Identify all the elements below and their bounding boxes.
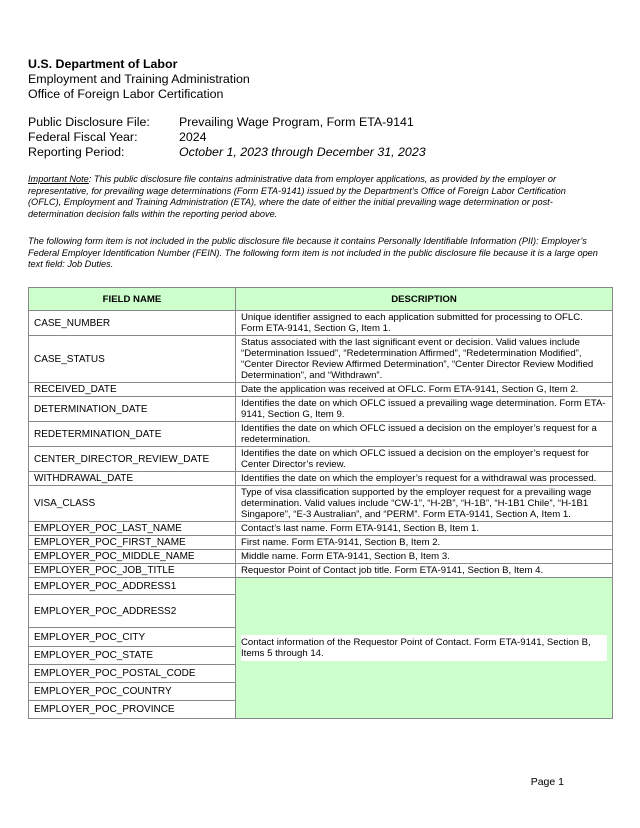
description-cell: Identifies the date on which the employer’s request for a withdrawal was processed. xyxy=(236,472,613,486)
field-name-cell: EMPLOYER_POC_STATE xyxy=(29,647,236,665)
field-name-cell: CENTER_DIRECTOR_REVIEW_DATE xyxy=(29,447,236,472)
description-cell: Unique identifier assigned to each application submitted for processing to OFLC. Form ETA-9141, Section G, Item 1. xyxy=(236,311,613,336)
metadata-value: 2024 xyxy=(179,129,207,144)
table-body xyxy=(29,311,613,719)
field-name-cell: EMPLOYER_POC_MIDDLE_NAME xyxy=(29,550,236,564)
table-row xyxy=(29,522,613,536)
field-name-cell: EMPLOYER_POC_FIRST_NAME xyxy=(29,536,236,550)
field-name-cell: REDETERMINATION_DATE xyxy=(29,422,236,447)
metadata-value: Prevailing Wage Program, Form ETA-9141 xyxy=(179,115,414,129)
administration-name: Employment and Training Administration xyxy=(28,71,250,86)
field-name-cell: EMPLOYER_POC_CITY xyxy=(29,628,236,647)
field-name-cell: EMPLOYER_POC_POSTAL_CODE xyxy=(29,665,236,683)
field-name-cell: RECEIVED_DATE xyxy=(29,383,236,397)
contact-info-description-cell xyxy=(236,578,613,719)
table-row xyxy=(29,336,613,383)
description-cell: Identifies the date on which OFLC issued a prevailing wage determination. Form ETA-9141, Section G, Item 9. xyxy=(236,397,613,422)
file-metadata xyxy=(28,115,426,159)
table-row xyxy=(29,550,613,564)
description-cell: Middle name. Form ETA-9141, Section B, Item 3. xyxy=(236,550,613,564)
field-name-cell: CASE_STATUS xyxy=(29,336,236,383)
contact-info-description: Contact information of the Requestor Point of Contact. Form ETA-9141, Section B, Items 5 through 14. xyxy=(241,635,607,661)
table-row xyxy=(29,397,613,422)
exclusion-note: The following form item is not included in the public disclosure file because it contains Personally Identifiable Information (PII): Employer’s Federal Employer Identification Number (FEIN). The following form item is not included in the public disclosure file because it is a large open text field: Job Duties. xyxy=(28,236,598,270)
table-row xyxy=(29,383,613,397)
important-note xyxy=(28,174,600,220)
table-row xyxy=(29,564,613,578)
field-name-cell: EMPLOYER_POC_ADDRESS1 xyxy=(29,578,236,595)
description-cell: Identifies the date on which OFLC issued a decision on the employer’s request for a redetermination. xyxy=(236,422,613,447)
metadata-value: October 1, 2023 through December 31, 2023 xyxy=(179,144,426,159)
table-header-row xyxy=(29,288,613,311)
description-cell: Date the application was received at OFLC. Form ETA-9141, Section G, Item 2. xyxy=(236,383,613,397)
field-name-cell: WITHDRAWAL_DATE xyxy=(29,472,236,486)
table-row xyxy=(29,486,613,522)
metadata-label: Reporting Period: xyxy=(28,144,125,159)
table-row xyxy=(29,578,613,595)
table-row xyxy=(29,536,613,550)
field-name-cell: CASE_NUMBER xyxy=(29,311,236,336)
department-name: U.S. Department of Labor xyxy=(28,57,178,71)
office-name: Office of Foreign Labor Certification xyxy=(28,86,224,101)
description-cell: Identifies the date on which OFLC issued a decision on the employer’s request for Center Director’s review. xyxy=(236,447,613,472)
important-note-lead: Important Note xyxy=(28,174,89,184)
field-name-cell: DETERMINATION_DATE xyxy=(29,397,236,422)
document-header xyxy=(28,57,250,101)
description-cell: Type of visa classification supported by the employer request for a prevailing wage determination. Valid values include “CW-1”, “H-2B”, “H-1B”, “H-1B1 Chile”, “H-1B1 Singapore”, “E-3 Australian”, and “PERM”. Form ETA-9141, Section A, Item 1. xyxy=(236,486,613,522)
field-name-cell: VISA_CLASS xyxy=(29,486,236,522)
metadata-row xyxy=(28,130,426,145)
metadata-row xyxy=(28,145,426,160)
table-row xyxy=(29,422,613,447)
column-header-field-name: FIELD NAME xyxy=(29,288,236,311)
table-row xyxy=(29,472,613,486)
metadata-label: Federal Fiscal Year: xyxy=(28,129,138,144)
description-cell: Requestor Point of Contact job title. Form ETA-9141, Section B, Item 4. xyxy=(236,564,613,578)
important-note-text: : This public disclosure file contains administrative data from employer applications, as provided by the employer or representative, for prevailing wage determinations (Form ETA-9141) issued by the Department’s Office of Foreign Labor Certification (OFLC), Employment and Training Administration (ETA), where the date of either the initial prevailing wage determination or post-determination decision falls within the reporting period above. xyxy=(28,174,566,219)
column-header-description: DESCRIPTION xyxy=(236,288,613,311)
description-cell: Status associated with the last significant event or decision. Valid values include “Determination Issued”, “Redetermination Affirmed”, “Redetermination Modified”, “Center Director Review Affirmed Determination”, “Center Director Review Modified Determination”, and “Withdrawn”. xyxy=(236,336,613,383)
field-name-cell: EMPLOYER_POC_COUNTRY xyxy=(29,683,236,701)
metadata-label: Public Disclosure File: xyxy=(28,115,150,129)
field-definitions-table xyxy=(28,287,613,719)
field-name-cell: EMPLOYER_POC_PROVINCE xyxy=(29,701,236,719)
description-cell: First name. Form ETA-9141, Section B, Item 2. xyxy=(236,536,613,550)
field-name-cell: EMPLOYER_POC_JOB_TITLE xyxy=(29,564,236,578)
field-name-cell: EMPLOYER_POC_LAST_NAME xyxy=(29,522,236,536)
page-number: Page 1 xyxy=(530,776,564,788)
metadata-row xyxy=(28,115,426,130)
field-name-cell: EMPLOYER_POC_ADDRESS2 xyxy=(29,595,236,628)
table-row xyxy=(29,447,613,472)
table-row xyxy=(29,311,613,336)
description-cell: Contact’s last name. Form ETA-9141, Section B, Item 1. xyxy=(236,522,613,536)
